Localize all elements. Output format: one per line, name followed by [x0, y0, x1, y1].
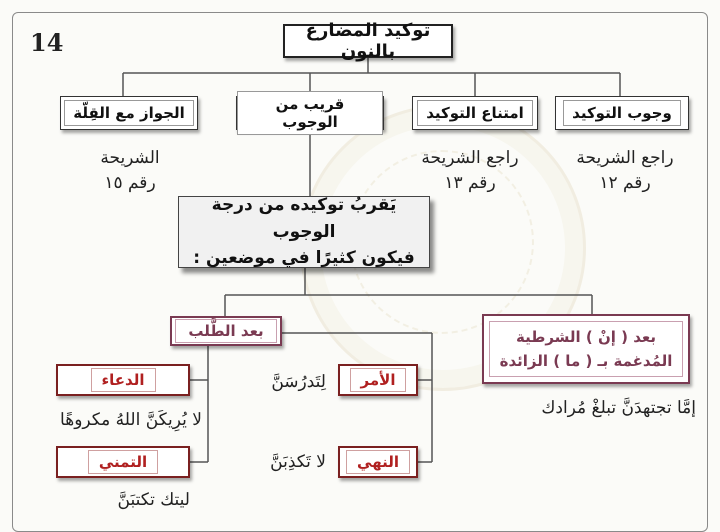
category-obligatory-box [555, 96, 689, 130]
root-title-box [283, 20, 453, 62]
page-number: 14 [30, 28, 64, 57]
category-near-obligatory-box [236, 96, 384, 130]
note-forbidden [405, 146, 535, 195]
note-permissible [70, 146, 190, 195]
category-near-obligatory-label: قريب من الوجوب [237, 91, 383, 135]
near-obligatory-line2: فيكون كثيرًا في موضعين : [193, 248, 415, 269]
category-forbidden-box [412, 96, 538, 130]
note-obligatory-line2: رقم ١٢ [599, 172, 651, 193]
category-obligatory-label: وجوب التوكيد [563, 100, 681, 126]
note-forbidden-line1: راجع الشريحة [421, 148, 519, 168]
conditional-line1: بعد ( إنْ ) الشرطية [515, 328, 657, 346]
prohibition-box [338, 446, 418, 478]
category-permissible-box [60, 96, 198, 130]
wish-box [56, 446, 190, 478]
supplication-example: لا يُرِيكَنَّ اللهُ مكروهًا [60, 410, 202, 430]
note-forbidden-line2: رقم ١٣ [444, 172, 496, 193]
note-obligatory-line1: راجع الشريحة [576, 148, 674, 168]
note-permissible-line1: الشريحة [100, 148, 160, 168]
prohibition-example: لا تَكذِبَنَّ [270, 452, 326, 472]
conditional-box [482, 314, 690, 384]
root-title: توكيد المضارع بالنون [305, 20, 431, 62]
category-forbidden-label: امتناع التوكيد [417, 100, 533, 126]
supplication-label: الدعاء [91, 368, 156, 392]
category-permissible-label: الجواز مع القِلّة [64, 100, 194, 126]
command-box [338, 364, 418, 396]
supplication-box [56, 364, 190, 396]
wish-label: التمني [88, 450, 158, 474]
note-permissible-line2: رقم ١٥ [104, 172, 156, 193]
command-example: لِتَدرُسَنَّ [271, 372, 326, 392]
wish-example: ليتك تكتبَنَّ [117, 490, 190, 510]
command-label: الأمر [350, 368, 407, 392]
near-obligatory-line1: يَقربُ توكيده من درجة الوجوب [211, 195, 397, 242]
after-request-box [170, 316, 282, 346]
conditional-line2: المُدغمة بـ ( ما ) الزائدة [499, 352, 673, 370]
prohibition-label: النهي [346, 450, 410, 474]
near-obligatory-explanation-box [178, 196, 430, 268]
conditional-example: إمَّا تجتهدَنَّ تبلغْ مُرادك [541, 398, 696, 418]
note-obligatory [560, 146, 690, 195]
after-request-label: بعد الطَّلب [175, 319, 276, 343]
